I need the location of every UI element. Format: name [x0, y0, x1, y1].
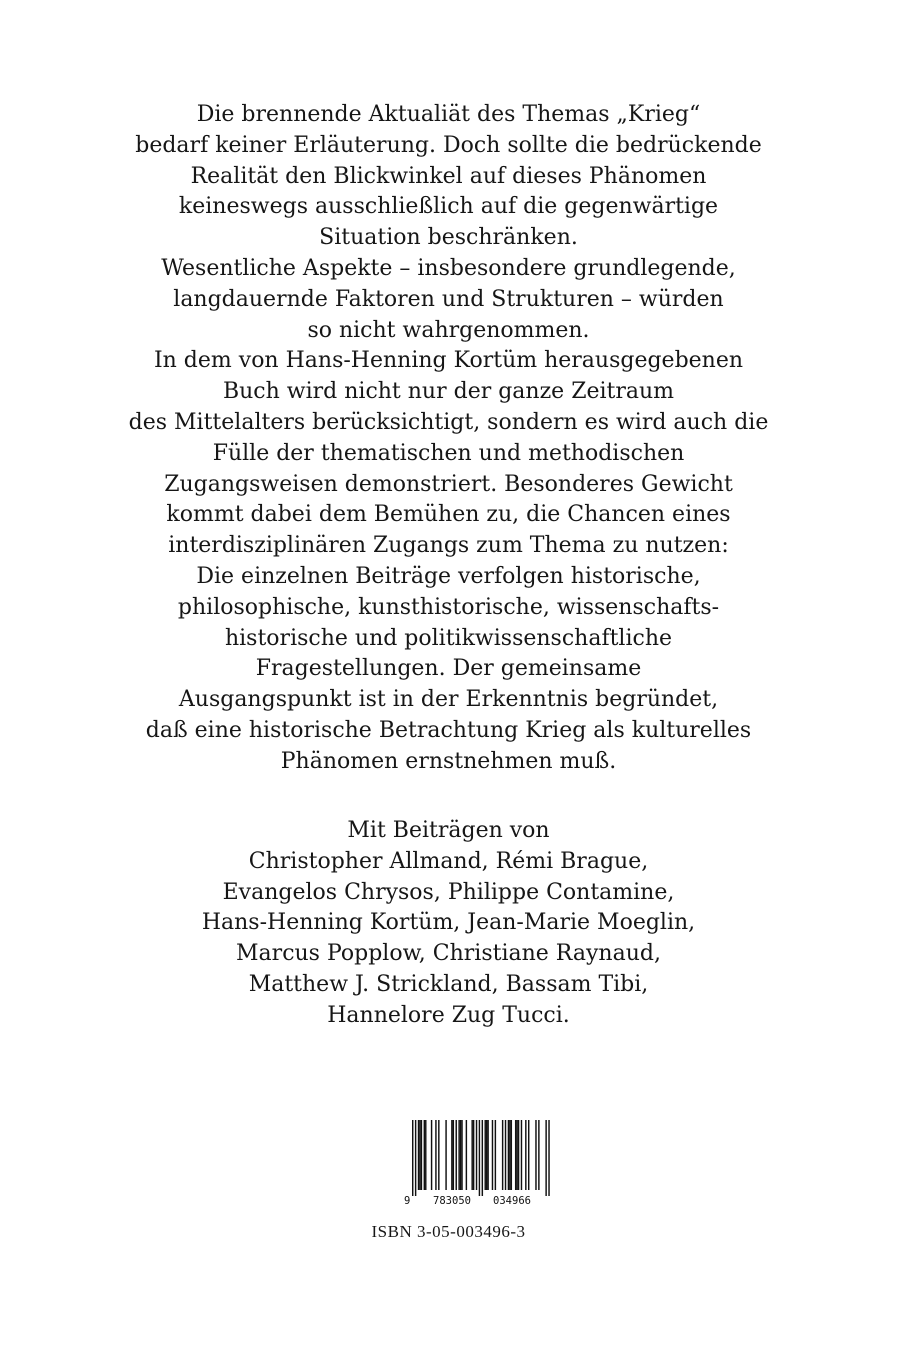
- blurb-line: bedarf keiner Erläuterung. Doch sollte die bedrückende: [135, 132, 762, 158]
- barcode-bars: [412, 1120, 550, 1196]
- barcode-bar: [505, 1120, 506, 1190]
- blurb-line: In dem von Hans-Henning Kortüm herausgegebenen: [153, 348, 744, 374]
- blurb-text: [0, 100, 897, 778]
- barcode-bar: [492, 1120, 493, 1190]
- blurb-line: Zugangsweisen demonstriert. Besonderes Gewicht: [164, 471, 733, 497]
- contributors-line: Hannelore Zug Tucci.: [327, 1002, 570, 1028]
- isbn-text: ISBN 3-05-003496-3: [371, 1222, 526, 1241]
- barcode-bar: [461, 1120, 462, 1190]
- barcode-bar: [476, 1120, 477, 1190]
- barcode-bar: [515, 1120, 516, 1190]
- barcode-bar: [456, 1120, 457, 1190]
- contributors-line: Hans-Henning Kortüm, Jean-Marie Moeglin,: [201, 910, 696, 936]
- blurb-line: Phänomen ernstnehmen muß.: [280, 748, 617, 774]
- barcode-bar: [509, 1120, 510, 1190]
- barcode-bar: [486, 1120, 487, 1190]
- blurb-line: keineswegs ausschließlich auf die gegenwärtige: [178, 194, 719, 220]
- barcode-bar: [545, 1120, 546, 1196]
- blurb-line: Ausgangspunkt ist in der Erkenntnis begründet,: [178, 687, 719, 713]
- barcode-bar: [495, 1120, 496, 1190]
- contributors-line: Christopher Allmand, Rémi Brague,: [248, 848, 649, 874]
- barcode-bar: [521, 1120, 522, 1190]
- barcode-bar: [460, 1120, 461, 1190]
- barcode-bar: [511, 1120, 512, 1190]
- barcode-bar: [528, 1120, 529, 1190]
- contributors-line: Marcus Popplow, Christiane Raynaud,: [236, 941, 661, 967]
- barcode-bar: [482, 1120, 483, 1196]
- barcode-left-digits: 783050: [433, 1195, 471, 1207]
- barcode-bar: [451, 1120, 452, 1190]
- barcode-bar: [525, 1120, 526, 1190]
- blurb-line: philosophische, kunsthistorische, wissenschafts-: [177, 594, 720, 620]
- barcode-bar: [473, 1120, 474, 1190]
- barcode-bar: [415, 1120, 416, 1196]
- barcode: [400, 1118, 552, 1208]
- barcode-bar: [424, 1120, 425, 1190]
- barcode-bar: [508, 1120, 509, 1190]
- blurb-line: kommt dabei dem Bemühen zu, die Chancen eines: [166, 502, 731, 528]
- contributors-line: Evangelos Chrysos, Philippe Contamine,: [222, 879, 675, 905]
- blurb-line: des Mittelalters berücksichtigt, sondern es wird auch die: [128, 409, 769, 435]
- blurb-line: so nicht wahrgenommen.: [307, 317, 590, 343]
- blurb-line: Die einzelnen Beiträge verfolgen historische,: [196, 563, 701, 589]
- barcode-bar: [458, 1120, 459, 1190]
- barcode-bar: [535, 1120, 536, 1190]
- barcode-first-digit: 9: [404, 1195, 411, 1207]
- barcode-bar: [466, 1120, 467, 1190]
- blurb-line: Buch wird nicht nur der ganze Zeitraum: [222, 379, 675, 405]
- barcode-bar: [538, 1120, 539, 1190]
- barcode-bar: [453, 1120, 454, 1190]
- barcode-bar: [419, 1120, 420, 1190]
- blurb-line: langdauernde Faktoren und Strukturen – würden: [173, 286, 724, 312]
- blurb-line: interdisziplinären Zugangs zum Thema zu nutzen:: [168, 533, 729, 559]
- barcode-bar: [479, 1120, 480, 1196]
- barcode-bar: [431, 1120, 432, 1190]
- contributors-line: Matthew J. Strickland, Bassam Tibi,: [248, 971, 649, 997]
- blurb-line: Fragestellungen. Der gemeinsame: [255, 656, 642, 682]
- barcode-graphic: [400, 1118, 552, 1208]
- barcode-bar: [487, 1120, 488, 1190]
- barcode-bar: [435, 1120, 436, 1190]
- barcode-bar: [548, 1120, 549, 1196]
- barcode-bar: [438, 1120, 439, 1190]
- blurb-line: daß eine historische Betrachtung Krieg als kulturelles: [145, 717, 752, 743]
- contributors-list: [0, 816, 897, 1032]
- blurb-line: Fülle der thematischen und methodischen: [212, 440, 685, 466]
- barcode-bar: [516, 1120, 517, 1190]
- barcode-bar: [471, 1120, 472, 1190]
- barcode-bar: [518, 1120, 519, 1190]
- barcode-bar: [445, 1120, 446, 1190]
- barcode-bar: [412, 1120, 413, 1196]
- blurb-line: Die brennende Aktualiät des Themas „Krieg“: [196, 102, 701, 127]
- barcode-bar: [502, 1120, 503, 1190]
- blurb-line: Situation beschränken.: [319, 225, 578, 251]
- barcode-bar: [485, 1120, 486, 1190]
- blurb-line: Wesentliche Aspekte – insbesondere grundlegende,: [161, 255, 736, 281]
- contributors-heading: Mit Beiträgen von: [347, 818, 550, 843]
- barcode-bar: [418, 1120, 419, 1190]
- barcode-right-digits: 034966: [493, 1195, 531, 1207]
- barcode-bar: [421, 1120, 422, 1190]
- blurb-line: Realität den Blickwinkel auf dieses Phänomen: [190, 163, 707, 189]
- barcode-bar: [425, 1120, 426, 1190]
- blurb-line: historische und politikwissenschaftliche: [224, 625, 673, 651]
